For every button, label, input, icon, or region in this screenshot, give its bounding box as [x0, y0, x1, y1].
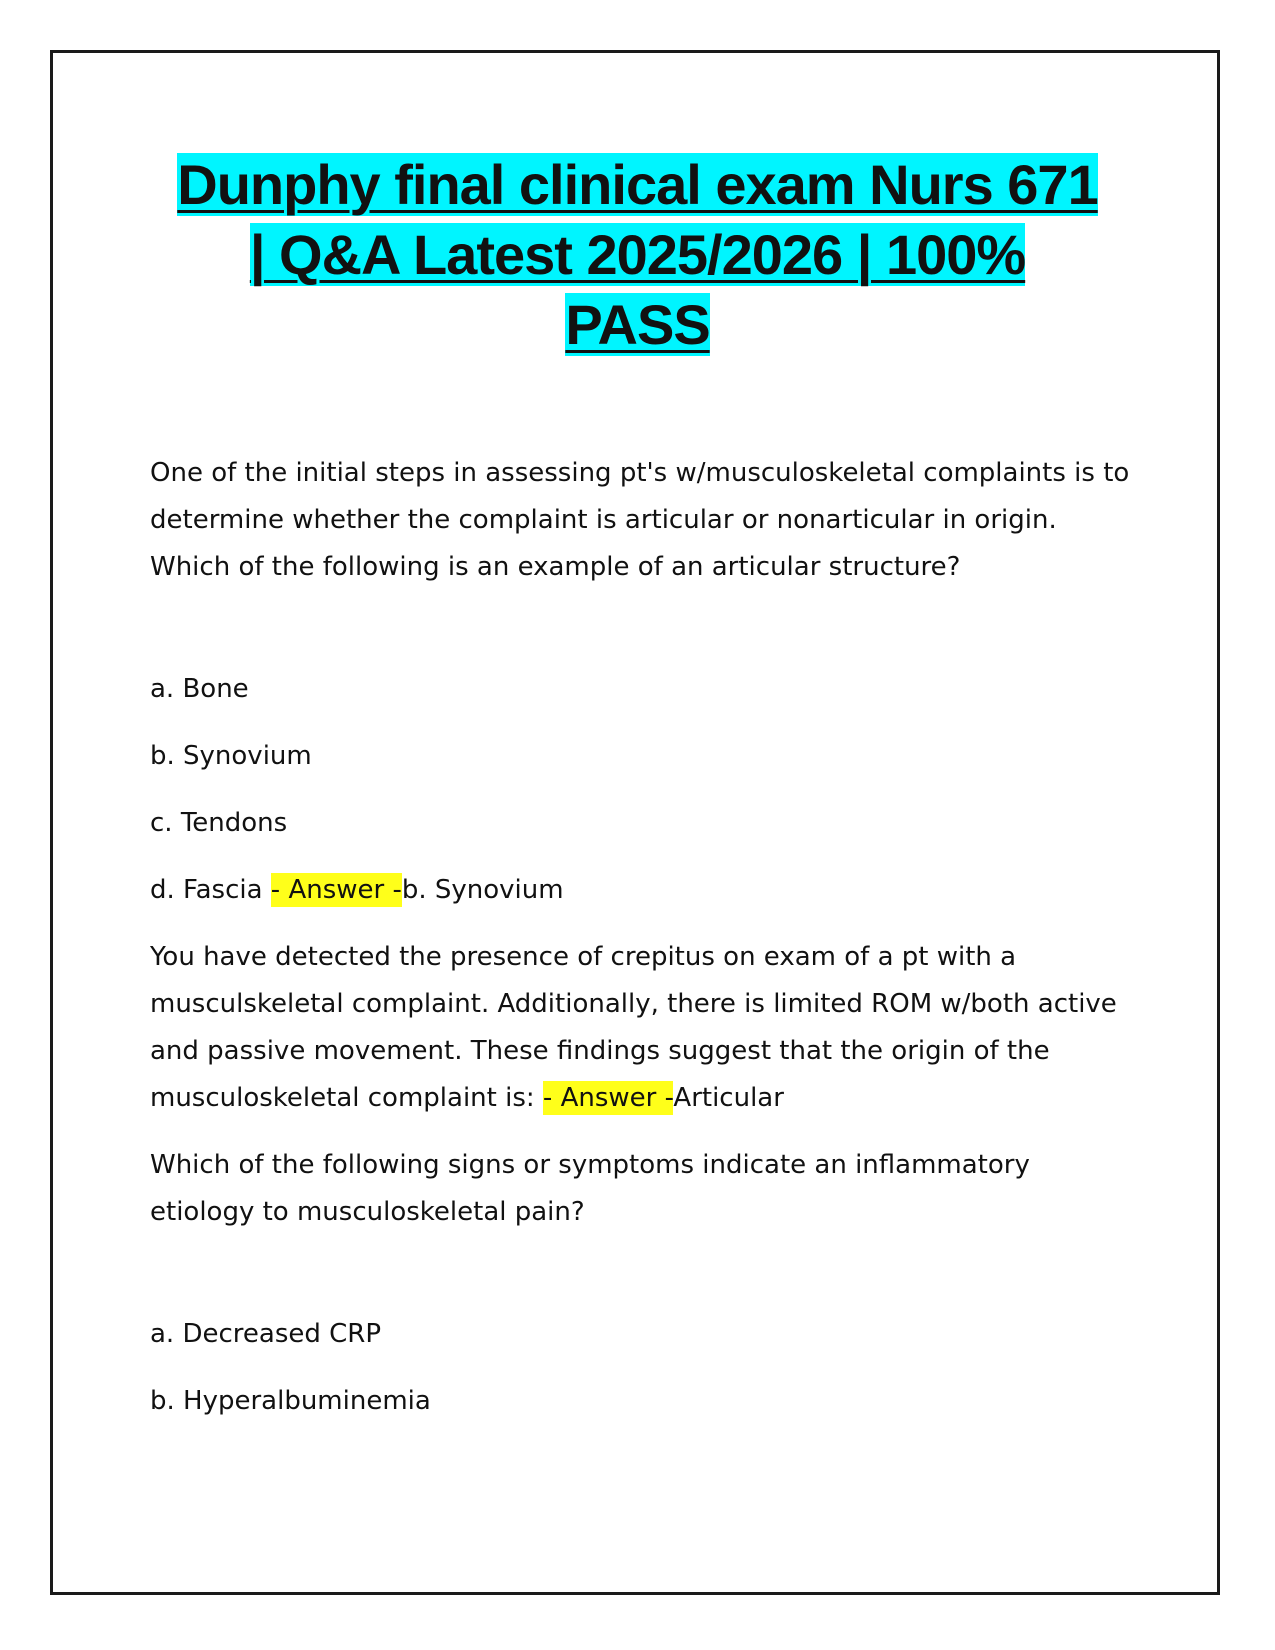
title-line-2: | Q&A Latest 2025/2026 | 100%	[249, 223, 1026, 286]
question-3-option-a: a. Decreased CRP	[150, 1319, 382, 1349]
document-body	[150, 450, 1140, 1445]
question-1-option-c: c. Tendons	[150, 808, 288, 838]
question-3-prompt: Which of the following signs or symptoms indicate an inflammatory etiology to musculoskeletal pain?	[150, 1150, 1030, 1227]
document-title	[100, 150, 1175, 360]
question-1-option-d-with-answer	[150, 867, 1140, 914]
answer-marker: - Answer -	[270, 875, 402, 905]
question-2-answer: Articular	[673, 1083, 784, 1113]
answer-marker: - Answer -	[542, 1083, 674, 1113]
question-2-prompt: You have detected the presence of crepitus on exam of a pt with a musculskeletal complaint. Additionally, there is limited ROM w/both active and passive movement. These findings suggest that the origin of the musculoskeletal complaint is:	[150, 942, 1117, 1113]
question-1-prompt: One of the initial steps in assessing pt's w/musculoskeletal complaints is to determine whether the complaint is articular or nonarticular in origin. Which of the following is an example of an articular structure?	[150, 458, 1130, 582]
title-line-3: PASS	[565, 293, 710, 356]
question-1-option-d: d. Fascia	[150, 875, 263, 905]
question-1-option-b: b. Synovium	[150, 741, 312, 771]
question-1-option-a: a. Bone	[150, 674, 249, 704]
question-3-option-b: b. Hyperalbuminemia	[150, 1386, 431, 1416]
question-2	[150, 934, 1140, 1122]
title-line-1: Dunphy final clinical exam Nurs 671	[177, 153, 1098, 216]
question-1-answer: b. Synovium	[401, 875, 564, 905]
